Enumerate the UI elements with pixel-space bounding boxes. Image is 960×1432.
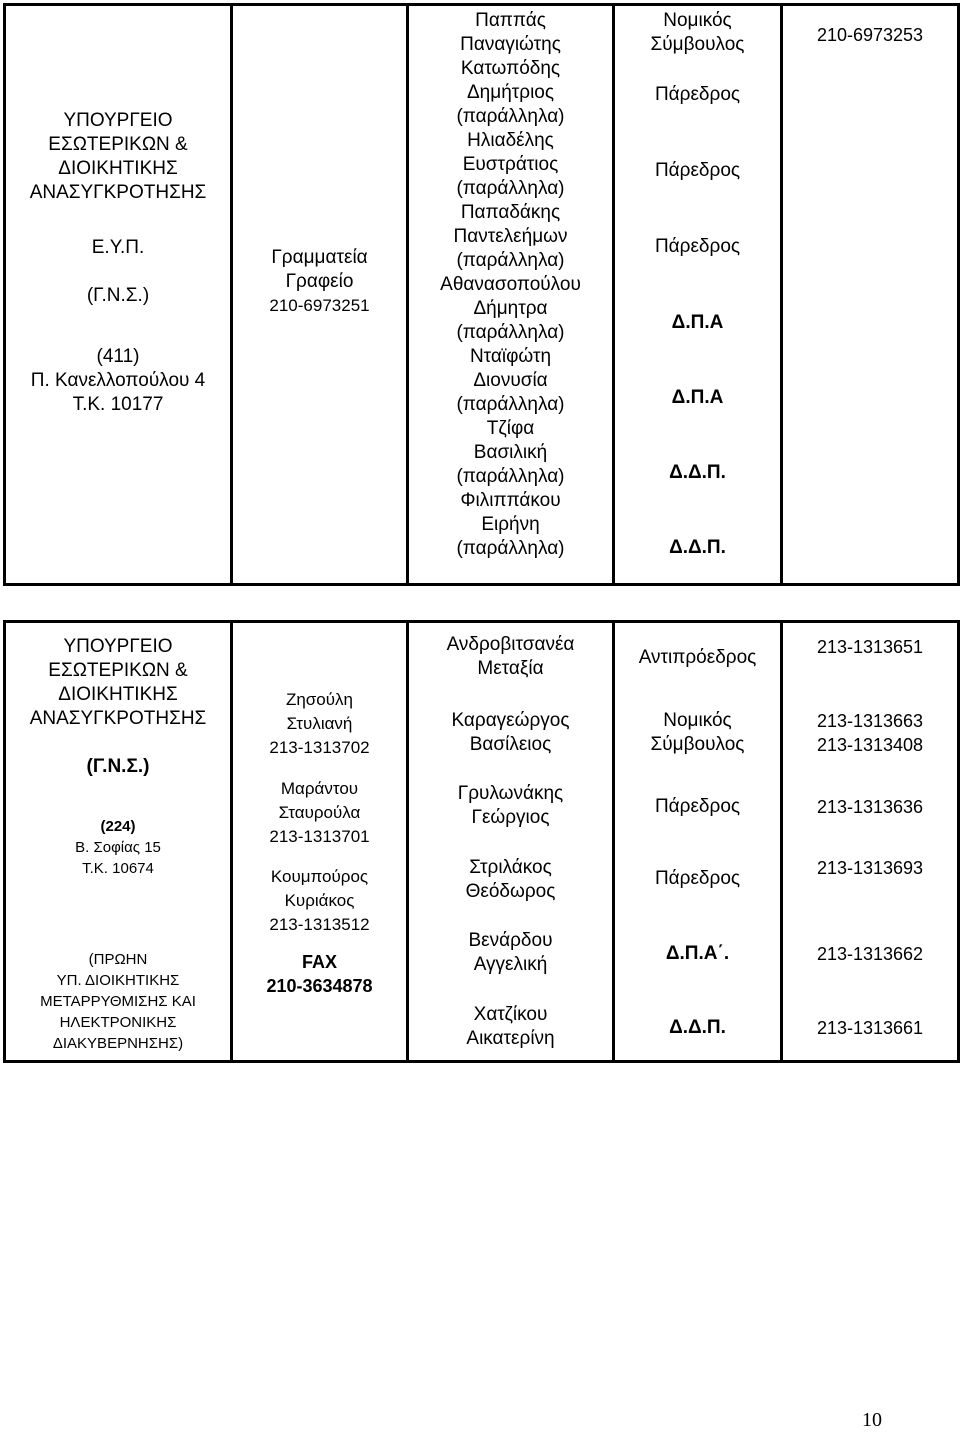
phone-number: 210-6973253 [816, 25, 924, 45]
member-line: Αγγελική [473, 954, 548, 975]
member-line: Βενάρδου [468, 930, 553, 951]
role-line: Αντιπρόεδρος [638, 647, 757, 668]
secretariat-line: Κυριάκος [284, 891, 355, 910]
former-ministry-line: ΥΠ. ΔΙΟΙΚΗΤΙΚΗΣ [56, 972, 180, 989]
ministry-name-line: ΔΙΟΙΚΗΤΙΚΗΣ [58, 158, 178, 179]
role-line: Πάρεδρος [654, 84, 741, 105]
role-line: Νομικός [663, 710, 732, 731]
member-line: Αθανασοπούλου [440, 274, 581, 295]
member-line: Δήμητρα [473, 298, 548, 319]
member-line: (παράλληλα) [456, 322, 565, 343]
members-cell [408, 5, 614, 585]
member-line: Θεόδωρος [465, 881, 556, 902]
phone-number: 213-1313662 [816, 944, 924, 964]
role-line: Νομικός [663, 10, 732, 31]
member-line: Μεταξία [477, 658, 544, 679]
ministry-unit: Ε.Υ.Π. [91, 237, 145, 258]
secretariat-phone: 213-1313512 [269, 915, 370, 934]
former-ministry-line: ΜΕΤΑΡΡΥΘΜΙΣΗΣ ΚΑΙ [40, 993, 196, 1010]
ministry-name-line: ΕΣΩΤΕΡΙΚΩΝ & [48, 134, 188, 155]
ministry-gns: (Γ.Ν.Σ.) [86, 285, 150, 306]
phones-cell [782, 622, 959, 1062]
member-line: Αικατερίνη [466, 1028, 555, 1049]
member-line: (παράλληλα) [456, 106, 565, 127]
ministry-code: (411) [96, 346, 140, 367]
member-line: (παράλληλα) [456, 394, 565, 415]
role-line: Πάρεδρος [654, 236, 741, 257]
secretariat-phone: 213-1313702 [269, 738, 370, 757]
member-line: Ηλιαδέλης [467, 130, 554, 151]
role-line: Δ.Δ.Π. [669, 1017, 726, 1038]
member-line: Γρυλωνάκης [457, 783, 564, 804]
roles-cell [614, 622, 782, 1062]
member-line: Κατωπόδης [460, 58, 561, 79]
phone-cell [782, 5, 959, 585]
member-line: (παράλληλα) [456, 178, 565, 199]
member-line: Γεώργιος [471, 807, 550, 828]
secretariat-office: Γραφείο [285, 271, 354, 292]
member-line: Παππάς [475, 10, 546, 31]
secretariat-phone: 213-1313701 [269, 827, 370, 846]
member-line: Παπαδάκης [460, 202, 561, 223]
member-line: Χατζίκου [473, 1004, 548, 1025]
phone-number: 213-1313636 [816, 797, 924, 817]
ministry-code: (224) [100, 818, 136, 835]
secretariat-phone: 210-6973251 [269, 296, 370, 315]
fax-number: 210-3634878 [266, 976, 373, 996]
fax-label: FAX [301, 952, 337, 972]
member-line: Τζίφα [486, 418, 535, 439]
secretariat-cell [232, 622, 408, 1062]
phone-number: 213-1313651 [816, 637, 924, 657]
secretariat-line: Σταυρούλα [278, 803, 361, 822]
role-line: Σύμβουλος [650, 734, 745, 755]
member-line: Ευστράτιος [462, 154, 559, 175]
member-line: Παναγιώτης [460, 34, 561, 55]
member-line: Στριλάκος [469, 857, 552, 878]
committee-table-1 [3, 3, 960, 586]
ministry-name-line: ΑΝΑΣΥΓΚΡΟΤΗΣΗΣ [29, 708, 207, 729]
member-line: Ανδροβιτσανέα [446, 634, 575, 655]
phone-number: 213-1313661 [816, 1018, 924, 1038]
member-line: (παράλληλα) [456, 250, 565, 271]
member-line: Βασιλική [473, 442, 548, 463]
ministry-cell [5, 622, 232, 1062]
ministry-name-line: ΑΝΑΣΥΓΚΡΟΤΗΣΗΣ [29, 182, 207, 203]
ministry-gns: (Γ.Ν.Σ.) [86, 756, 150, 777]
phone-number: 213-1313408 [816, 735, 924, 755]
member-line: Παντελεήμων [453, 226, 568, 247]
former-ministry-line: ΔΙΑΚΥΒΕΡΝΗΣΗΣ) [52, 1035, 184, 1052]
ministry-name-line: ΥΠΟΥΡΓΕΙΟ [63, 636, 173, 657]
role-line: Σύμβουλος [650, 34, 745, 55]
role-line: Δ.Π.Α [671, 387, 724, 408]
member-line: Νταϊφώτη [469, 346, 552, 367]
role-line: Πάρεδρος [654, 796, 741, 817]
secretariat-line: Στυλιανή [286, 714, 353, 733]
ministry-name-line: ΥΠΟΥΡΓΕΙΟ [63, 110, 173, 131]
member-line: Βασίλειος [469, 734, 552, 755]
phone-number: 213-1313663 [816, 711, 924, 731]
ministry-street: Π. Κανελλοπούλου 4 [30, 370, 206, 391]
member-line: (παράλληλα) [456, 538, 565, 559]
ministry-street: Β. Σοφίας 15 [75, 839, 161, 856]
ministry-postcode: Τ.Κ. 10674 [82, 860, 154, 877]
secretariat-label: Γραμματεία [271, 247, 368, 268]
member-line: Καραγεώργος [451, 710, 570, 731]
role-line: Δ.Π.Α [671, 312, 724, 333]
member-line: Δημήτριος [466, 82, 555, 103]
page-number: 10 [862, 1409, 882, 1431]
role-line: Δ.Δ.Π. [669, 537, 726, 558]
phone-number: 213-1313693 [816, 858, 924, 878]
role-line: Δ.Π.Α΄. [665, 943, 730, 964]
member-line: (παράλληλα) [456, 466, 565, 487]
role-line: Δ.Δ.Π. [669, 462, 726, 483]
role-line: Πάρεδρος [654, 160, 741, 181]
secretariat-cell [232, 5, 408, 585]
ministry-postcode: Τ.Κ. 10177 [72, 394, 164, 415]
committee-table-2 [3, 620, 960, 1063]
member-line: Διονυσία [473, 370, 548, 391]
roles-cell [614, 5, 782, 585]
former-ministry-line: ΗΛΕΚΤΡΟΝΙΚΗΣ [59, 1014, 177, 1031]
member-line: Φιλιππάκου [460, 490, 561, 511]
ministry-name-line: ΔΙΟΙΚΗΤΙΚΗΣ [58, 684, 178, 705]
former-ministry-line: (ΠΡΩΗΝ [88, 951, 148, 968]
member-line: Ειρήνη [481, 514, 540, 535]
ministry-cell [5, 5, 232, 585]
ministry-name-line: ΕΣΩΤΕΡΙΚΩΝ & [48, 660, 188, 681]
role-line: Πάρεδρος [654, 868, 741, 889]
secretariat-line: Κουμπούρος [270, 867, 369, 886]
secretariat-line: Μαράντου [280, 779, 359, 798]
members-cell [408, 622, 614, 1062]
secretariat-line: Ζησούλη [285, 690, 354, 709]
